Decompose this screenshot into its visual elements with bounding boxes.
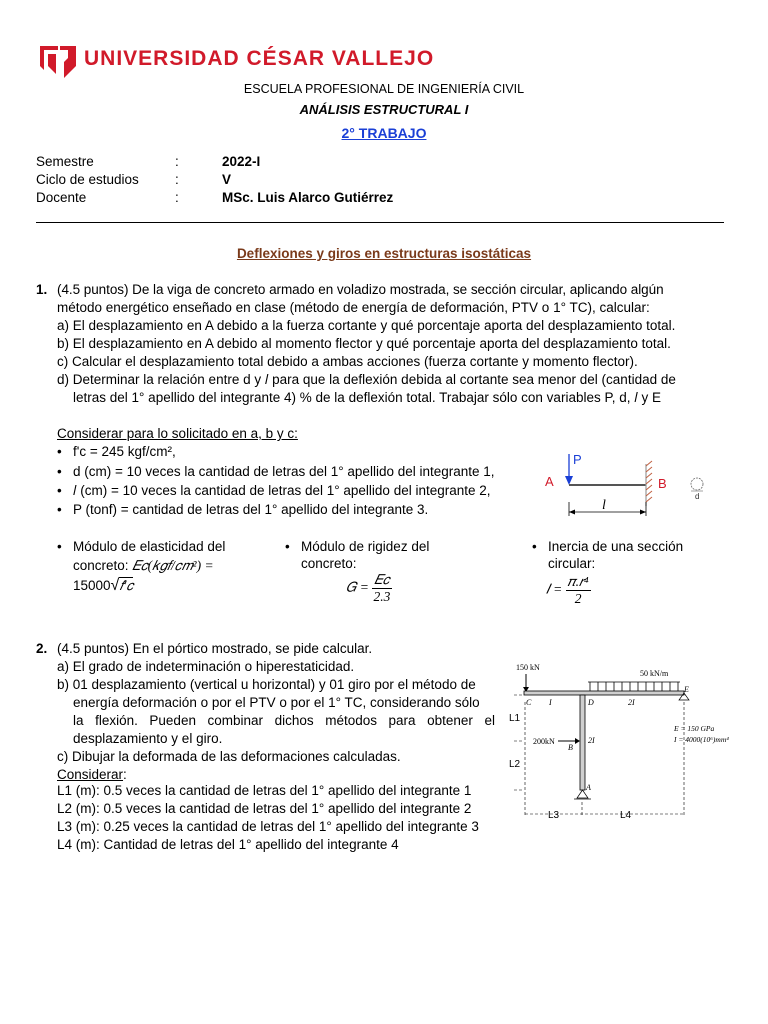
q2-line-1: (4.5 puntos) En el pórtico mostrado, se pide calcular.	[57, 641, 373, 656]
q1-item-d: d) Determinar la relación entre d y 𝑙 para que la deflexión debida al cortante sea menor del (cantidad de	[57, 372, 676, 387]
q1-number: 1.	[36, 282, 48, 297]
frame-figure	[508, 662, 758, 824]
label-l2: L2	[509, 759, 521, 770]
info-sep: :	[175, 172, 179, 187]
prop-inertia-label: circular:	[548, 556, 596, 571]
ec-coefficient: 15000	[73, 578, 111, 593]
university-logo	[38, 44, 78, 80]
frame-beam	[524, 691, 684, 695]
label-l: l	[602, 498, 606, 513]
q2-item-c: c) Dibujar la deformada de las deformaciones calculadas.	[57, 749, 401, 764]
q2-item-b-cont-1: energía deformación o por el PTV o por el 1° TC, considerando sólo	[73, 695, 480, 710]
prop-inertia	[548, 538, 683, 556]
label-d: D	[588, 698, 594, 707]
i-num: 𝜋.𝑟⁴	[567, 574, 589, 589]
q1-line-1: (4.5 puntos) De la viga de concreto armado en voladizo mostrada, se sección circular, aplicando algún	[57, 282, 664, 297]
q1-consider-title: Considerar para lo solicitado en a, b y c:	[57, 426, 298, 441]
label-a: A	[545, 474, 554, 489]
course-title: ANÁLISIS ESTRUCTURAL I	[299, 102, 469, 117]
q1-line-2: método energético enseñado en clase (método de energía de deformación, PTV o 1° TC), calcular:	[57, 300, 650, 315]
q1-consider-d: • d (cm) = 10 veces la cantidad de letras del 1° apellido del integrante 1,	[73, 463, 495, 481]
section-circle-icon	[691, 478, 703, 490]
q2-consider-l4: L4 (m): Cantidad de letras del 1° apellido del integrante 4	[57, 837, 399, 852]
label-d: d	[695, 492, 700, 501]
q1-consider-fc: • f'c = 245 kgf/cm²,	[73, 443, 176, 461]
prop-inertia-title: • Inercia de una sección	[548, 539, 684, 554]
q2-item-b: b) 01 desplazamiento (vertical u horizontal) y 01 giro por el método de	[57, 677, 476, 692]
label-e-value: E = 150 GPa	[674, 724, 715, 733]
q2-consider-l1: L1 (m): 0.5 veces la cantidad de letras del 1° apellido del integrante 1	[57, 783, 472, 798]
university-name: UNIVERSIDAD CÉSAR VALLEJO	[84, 47, 435, 70]
assignment-title	[0, 124, 768, 142]
label-i-1: I	[549, 698, 552, 707]
prop-elasticity-formula-2	[73, 577, 133, 595]
label-b: B	[658, 476, 667, 491]
info-label: Ciclo de estudios	[36, 172, 139, 187]
assignment-label: 2° TRABAJO	[341, 125, 427, 141]
prop-shear	[301, 538, 429, 556]
q1-item-a: a) El desplazamiento en A debido a la fuerza cortante y qué porcentaje aporta del desplazamiento total.	[57, 318, 676, 333]
section-title-text: Deflexiones y giros en estructuras isostáticas	[236, 246, 532, 261]
header-divider	[36, 222, 724, 223]
dim-arrow-left-icon	[569, 510, 575, 515]
i-den: 2	[574, 591, 582, 606]
section-title	[0, 245, 768, 263]
q1-item-c: c) Calcular el desplazamiento total debido a ambas acciones (fuerza cortante y momento flector).	[57, 354, 638, 369]
i-formula	[546, 574, 591, 607]
i-fraction	[566, 574, 591, 607]
q2-consider-colon: :	[123, 767, 127, 782]
q2-consider-l3: L3 (m): 0.25 veces la cantidad de letras del 1° apellido del integrante 3	[57, 819, 479, 834]
logo-emblem-icon	[38, 44, 78, 80]
label-c: C	[526, 698, 532, 707]
info-label: Semestre	[36, 154, 94, 169]
prop-elasticity-title: • Módulo de elasticidad del	[73, 539, 226, 554]
label-load-w: 50 kN/m	[640, 669, 669, 678]
ec-root: 𝑓′𝑐	[119, 578, 134, 593]
i-formula-lhs: 𝐼 =	[546, 581, 563, 597]
school-name: ESCUELA PROFESIONAL DE INGENIERÍA CIVIL	[243, 82, 525, 96]
label-2i-beam: 2I	[628, 698, 635, 707]
frame-column	[580, 695, 585, 790]
g-fraction	[372, 572, 391, 605]
label-load-h: 200kN	[533, 737, 555, 746]
label-a: A	[586, 783, 591, 792]
label-b: B	[568, 743, 573, 752]
q2-consider-title: Considerar	[57, 767, 124, 782]
horizontal-load-arrowhead-icon	[575, 738, 580, 744]
prop-shear-label: concreto:	[301, 556, 357, 571]
info-value: V	[222, 172, 232, 187]
label-2i-column: 2I	[588, 736, 595, 745]
g-formula-lhs: 𝐺 =	[346, 579, 369, 595]
q2-consider-l2: L2 (m): 0.5 veces la cantidad de letras del 1° apellido del integrante 2	[57, 801, 472, 816]
info-sep: :	[175, 190, 179, 205]
q1-consider-p: • P (tonf) = cantidad de letras del 1° apellido del integrante 3.	[73, 501, 428, 519]
q1-consider-l: • 𝑙 (cm) = 10 veces la cantidad de letras del 1° apellido del integrante 2,	[73, 482, 491, 500]
label-p: P	[573, 452, 582, 467]
prop-shear-title: • Módulo de rigidez del	[301, 539, 430, 554]
q2-item-b-cont-3: desplazamiento y el giro.	[73, 731, 223, 746]
dim-arrow-right-icon	[640, 510, 646, 515]
label-load-p: 150 kN	[516, 663, 540, 672]
info-value: 2022-I	[222, 154, 261, 169]
load-arrowhead-icon	[565, 476, 573, 485]
q1-item-b: b) El desplazamiento en A debido al momento flector y qué porcentaje aporta del desplazamiento total.	[57, 336, 671, 351]
q2-number: 2.	[36, 641, 48, 656]
q1-item-d-cont: letras del 1° apellido del integrante 4) % de la deflexión total. Trabajar sólo con variables P, d, 𝑙 y E	[73, 390, 661, 405]
info-value: MSc. Luis Alarco Gutiérrez	[222, 190, 394, 205]
dimension-lines	[514, 695, 684, 817]
label-i-value: I = 4000(10⁶)mm⁴	[674, 735, 729, 744]
distributed-load-arrows	[590, 682, 678, 691]
g-den: 2.3	[373, 589, 391, 604]
g-num: 𝐸𝑐	[374, 572, 390, 587]
prop-elasticity-label: concreto:	[73, 558, 133, 573]
label-l4: L4	[620, 810, 632, 821]
wall-hatch-icon	[646, 461, 652, 502]
label-l3: L3	[548, 810, 560, 821]
g-formula	[346, 572, 392, 605]
info-sep: :	[175, 154, 179, 169]
label-l1: L1	[509, 713, 521, 724]
prop-elasticity	[73, 538, 225, 556]
ec-formula-lhs: 𝐸𝑐(𝑘𝑔𝑓/𝑐𝑚²) =	[132, 558, 214, 573]
prop-elasticity-formula	[73, 557, 214, 575]
info-label: Docente	[36, 190, 87, 205]
q2-item-a: a) El grado de indeterminación o hiperestaticidad.	[57, 659, 355, 674]
cantilever-beam-figure	[534, 448, 724, 520]
sqrt-symbol-icon: √	[110, 577, 120, 594]
label-e: E	[684, 685, 689, 694]
q2-item-b-cont-2: la flexión. Pueden combinar dichos métodos para obtener el	[73, 713, 495, 728]
